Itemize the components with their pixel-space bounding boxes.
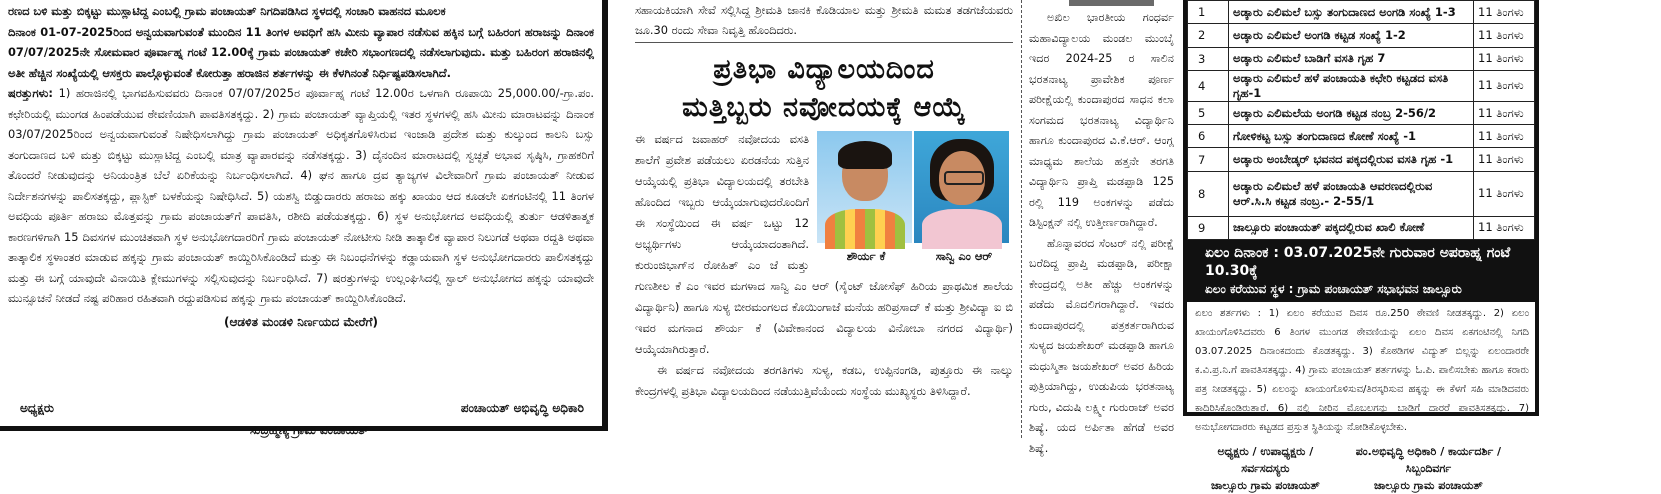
notice-intro: ದಿನಾಂಕ 01-07-2025ರಿಂದ ಅನ್ವಯವಾಗುವಂತೆ ಮುಂದಿನ 11 ತಿಂಗಳ ಅವಧಿಗೆ ಹಸಿ ಮೀನು ವ್ಯಾಪಾರ ನಡೆಸುವ ಹಕ್ಕಿನ ಬಗ್ಗೆ ಬಹಿರಂಗ ಹರಾಜನ್ನು ದಿನಾಂಕ 07/07/2025ನೇ ಸೋಮವಾರ ಪೂರ್ವಾಹ್ನ ಗಂಟೆ 12.00ಕ್ಕೆ ಗ್ರಾಮ ಪಂಚಾಯತ್ ಕಚೇರಿ ಸಭಾಂಗಣದಲ್ಲಿ ನಡೆಸಲಾಗುವುದು. ಮತ್ತು ಬಹಿರಂಗ ಹರಾಜಿನಲ್ಲಿ ಅತೀ ಹೆಚ್ಚಿನ ಸಂಖ್ಯೆಯಲ್ಲಿ ಆಸಕ್ತರು ಪಾಲ್ಗೊಳ್ಳುವಂತೆ ಕೋರುತ್ತಾ ಹರಾಜಿನ ಶರ್ತಗಳನ್ನು ಈ ಕೆಳಗಿನಂತೆ ನಿರ್ಧಿಷ್ಟಪಡಿಸಲಾಗಿದೆ. bbox=[8, 24, 594, 80]
auction-table bbox=[1187, 0, 1535, 240]
student-photos bbox=[817, 131, 1013, 265]
caption-shourya: ಶೌರ್ಯ ಕೆ bbox=[846, 249, 886, 263]
sign-panchayat: ಸುಬ್ರಹ್ಮಣ್ಯ ಗ್ರಾಮ ಪಂಚಾಯತ್ bbox=[250, 423, 369, 437]
bharatanatyam-body-1: ಅಖಿಲ ಭಾರತೀಯ ಗಂಧರ್ವ ಮಹಾವಿದ್ಯಾಲಯ ಮಂಡಲ ಮುಂಬೈ ಇದರ 2024-25 ರ ಸಾಲಿನ ಭರತನಾಟ್ಯ ಪ್ರಾವೇಶಿಕ ಪೂರ್ಣ ಪರೀಕ್ಷೆಯಲ್ಲಿ ಕುಂದಾಪುರದ ಸಾಧನ ಕಲಾ ಸಂಗಮದ ಭರತನಾಟ್ಯ ವಿದ್ಯಾರ್ಥಿನಿ ಹಾಗೂ ಕುಂದಾಪುರದ ವಿ.ಕೆ.ಆರ್. ಆಂಗ್ಲ ಮಾಧ್ಯಮ ಶಾಲೆಯ ಹತ್ತನೇ ತರಗತಿ ವಿದ್ಯಾರ್ಥಿನಿ ಪ್ರಾಪ್ತಿ ಮಡಪ್ಪಾಡಿ 125 ರಲ್ಲಿ 119 ಅಂಕಗಳನ್ನು ಪಡೆದು ಡಿಸ್ಟಿಂಕ್ಷನ್ ನಲ್ಲಿ ಉತ್ತೀರ್ಣರಾಗಿದ್ದಾರೆ. bbox=[1029, 11, 1174, 229]
table-row: 1 ಅಡ್ಕಾರು ಎಲಿಮಲೆ ಬಸ್ಸು ತಂಗುದಾಣದ ಅಂಗಡಿ ಸಂಖ್ಯೆ 1-3 11 ತಿಂಗಳು bbox=[1188, 1, 1535, 24]
fish-auction-notice bbox=[0, 0, 608, 437]
table-row: 5 ಅಡ್ಕಾರು ಎಲಿಮಲೆಯ ಅಂಗಡಿ ಕಟ್ಟಡ ನಂಬ್ರ 2-56/2 11 ತಿಂಗಳು bbox=[1188, 101, 1535, 124]
headline-line-1: ಪ್ರತಿಭಾ ವಿದ್ಯಾಲಯದಿಂದ bbox=[713, 54, 935, 85]
sign-members-panchayat: ಜಾಲ್ಸೂರು ಗ್ರಾಮ ಪಂಚಾಯತ್ bbox=[1211, 479, 1320, 493]
notice-intro-top: ರಣದ ಬಳಿ ಮತ್ತು ಬಿಕ್ಕಟ್ಟು ಮುಸ್ಲಾಟಿದ್ದ ಎಂಬಲ್ಲಿ ಗ್ರಾಮ ಪಂಚಾಯತ್ ನಿಗದಿಪಡಿಸಿದ ಸ್ಥಳದಲ್ಲಿ ಸಂಚಾರಿ ವಾಹನದ ಮೂಲಕ bbox=[8, 4, 446, 18]
navodaya-article bbox=[627, 0, 1022, 438]
bharatanatyam-article bbox=[1023, 0, 1180, 455]
headline-line-2: ಮತ್ತಿಬ್ಬರು ನವೋದಯಕ್ಕೆ ಆಯ್ಕೆ bbox=[682, 92, 966, 123]
auction-rules: ಏಲಂ ಶರ್ತಗಳು : 1) ಏಲಂ ಕರೆಯುವ ದಿವಸ ರೂ.250 ಠೇವಣಿ ನೀಡತಕ್ಕದ್ದು. 2) ಏಲಂ ಖಾಯಂಗೊಳಿಸಿದವರು 6 ತಿಂಗಳ ಮುಂಗಡ ಠೇವಣಿಯನ್ನು ಏಲಂ ದಿವಸ ಏಕಗಂಟಿನಲ್ಲಿ ನಿಗದಿ 03.07.2025 ದಿನಾಂಕದಂದು ಕೊಡತಕ್ಕದ್ದು. 3) ಕೊಠಡಿಗಳ ವಿದ್ಯುತ್ ಬಿಲ್ಲನ್ನು ಏಲಂದಾರರೇ ಕ.ವಿ.ಪ್ರ.ನಿ.ಗೆ ಪಾವತಿಸತಕ್ಕದ್ದು. 4) ಗ್ರಾಮ ಪಂಚಾಯತ್ ಶರ್ತಗಳನ್ನು ಓ.ಪಿ. ಪಾಲಿಸಬೇಕು ಹಾಗೂ ಕರಾರು ಪತ್ರ ನೀಡತಕ್ಕದ್ದು. 5) ಏಲಂನ್ನು ಖಾಯಂಗೊಳಿಸುವ/ತಿರಸ್ಕರಿಸುವ ಹಕ್ಕನ್ನು ಈ ಕೆಳಗೆ ಸಹಿ ಮಾಡಿದವರು ಕಾದಿರಿಸಿಕೊಂಡಿರುತ್ತಾರೆ. 6) ನಲ್ಲಿ ನೀರಿನ ಮೊಬಲಗನ್ನು ಬಾಡಿಗೆ ದಾರರೆ ಪಾವತಿಸತಕ್ಕದ್ದು. 7) ಅನುಭೋಗದಾರರು ಕಟ್ಟಡದ ಪ್ರಸ್ತುತ ಸ್ಥಿತಿಯನ್ನು ನೋಡಿಕೊಳ್ಳಬೇಕು. bbox=[1195, 308, 1529, 434]
notice-signatures bbox=[20, 398, 584, 437]
auction-date: ಏಲಂ ದಿನಾಂಕ : 03.07.2025ನೇ ಗುರುವಾರ ಅಪರಾಹ್ನ ಗಂಟೆ 10.30ಕ್ಕೆ bbox=[1205, 245, 1511, 280]
photo-strip bbox=[1069, 0, 1154, 6]
table-row: 4 ಅಡ್ಕಾರು ಎಲಿಮಲೆ ಹಳೆ ಪಂಚಾಯತಿ ಕಛೇರಿ ಕಟ್ಟಡದ ವಸತಿ ಗೃಹ-1 11 ತಿಂಗಳು bbox=[1188, 70, 1535, 101]
retirement-text: ಸಹಾಯಕಿಯಾಗಿ ಸೇವೆ ಸಲ್ಲಿಸಿದ್ದ ಶ್ರೀಮತಿ ಜಾನಕಿ ಕೊಡಿಯಾಲ ಮತ್ತು ಶ್ರೀಮತಿ ಮಮತ ತಡಗಜೆಯವರು ಜೂ.30 ರಂದು ಸೇವಾ ನಿವೃತ್ತಿ ಹೊಂದಿದರು. bbox=[635, 0, 1013, 43]
article-body-1: ಈ ವರ್ಷದ ಜವಾಹರ್ ನವೋದಯ ವಸತಿ ಶಾಲೆಗೆ ಪ್ರವೇಶ ಪಡೆಯಲು ಏರಡನೆಯ ಸುತ್ತಿನ ಆಯ್ಕೆಯಲ್ಲಿ ಪ್ರತಿಭಾ ವಿದ್ಯಾಲಯದಲ್ಲಿ ತರಬೇತಿ ಹೊಂದಿದ ಇಬ್ಬರು ಆಯ್ಕೆಯಾಗುವುದರೊಂದಿಗೆ ಈ ಸಂಸ್ಥೆಯಿಂದ ಈ ವರ್ಷ ಒಟ್ಟು 12 ಅಭ್ಯರ್ಥಿಗಳು ಆಯ್ಕೆಯಾದಂತಾಗಿದೆ. ಕುರುಂಜಿಭಾಗ್‌ನ ರೋಹಿತ್ ಎಂ ಜೆ ಮತ್ತು ಗುಣಶೀಲ ಕೆ ಎಂ ಇವರ ಮಗಳಾದ ಸಾನ್ವಿ ಎಂ ಆರ್ (ಸೈಂಟ್ ಜೋಸೆಫ್ ಹಿರಿಯ ಪ್ರಾಥಮಿಕ ಶಾಲೆಯ ವಿದ್ಯಾರ್ಥಿನಿ) ಹಾಗೂ ಸುಳ್ಯ ಬೀರಮಂಗಲದ ಕೊಯಿಂಗಾಜೆ ಮನೆಯ ಹರಿಪ್ರಸಾದ್ ಕೆ ಮತ್ತು ಶ್ರೀವಿದ್ಯಾ ಐ ಬಿ ಇವರ ಮಗನಾದ ಶೌರ್ಯ ಕೆ (ವಿವೇಕಾನಂದ ವಿದ್ಯಾಲಯ ವಿನೋಬಾ ನಗರದ ವಿದ್ಯಾರ್ಥಿ) ಆಯ್ಕೆಯಾಗಿರುತ್ತಾರೆ. bbox=[635, 132, 1013, 356]
auction-venue: ಏಲಂ ಕರೆಯುವ ಸ್ಥಳ : ಗ್ರಾಮ ಪಂಚಾಯತ್ ಸಭಾಭವನ ಜಾಲ್ಸೂರು bbox=[1205, 282, 1462, 297]
caption-saanvi: ಸಾನ್ವಿ ಎಂ ಆರ್ bbox=[935, 249, 993, 263]
sign-officers-panchayat: ಜಾಲ್ಸೂರು ಗ್ರಾಮ ಪಂಚಾಯತ್ bbox=[1374, 479, 1483, 493]
terms-text: 1) ಹರಾಜಿನಲ್ಲಿ ಭಾಗವಹಿಸುವವರು ದಿನಾಂಕ 07/07/2025ರ ಪೂರ್ವಾಹ್ನ ಗಂಟೆ 12.00ರ ಒಳಗಾಗಿ ರೂಪಾಯಿ 25,000.00/-ಗ್ರಾ.ಪಂ. ಕಛೇರಿಯಲ್ಲಿ ಮುಂಗಡ ಹಿಂಪಡೆಯುವ ಠೇವಣಿಯಾಗಿ ಪಾವತಿಸತಕ್ಕದ್ದು. 2) ಗ್ರಾಮ ಪಂಚಾಯತ್ ವ್ಯಾಪ್ತಿಯಲ್ಲಿ ಇತರ ಸ್ಥಳಗಳಲ್ಲಿ ಹಸಿ ಮೀನು ಮಾರಾಟವನ್ನು ದಿನಾಂಕ 03/07/2025ರಿಂದ ಅನ್ವಯವಾಗುವಂತೆ ನಿಷೇಧಿಸಲಾಗಿದ್ದು ಗ್ರಾಮ ಪಂಚಾಯತ್ ಅಧಿಕೃತಗೊಳಿಸಿರುವ ಇಂಜಾಡಿ ಪ್ರದೇಶ ಮತ್ತು ಕುಲ್ಕುಂದ ಕಾಲನಿ ಬಸ್ಸು ತಂಗುದಾಣದ ಬಳಿ ಮತ್ತು ಬಿಕ್ಕಟ್ಟು ಮುಸ್ಲಾಟಿದ್ದ ಎಂಬಲ್ಲಿ ಮಾತ್ರ ವ್ಯಾಪಾರವನ್ನು ನಡೆಸತಕ್ಕದ್ದು. 3) ದೈನಂದಿನ ಮಾರಾಟದಲ್ಲಿ ಸ್ವಚ್ಛತೆ ಅಭಾವ ಸೃಷ್ಠಿಸಿ, ಗ್ರಾಹಕರಿಗೆ ತೊಂದರೆ ನೀಡುವುದನ್ನು ಅನಿಯಂತ್ರಿತ ಬೆಲೆ ಏರಿಕೆಯನ್ನು ನಿರ್ಬಂಧಿಸಲಾಗಿದೆ. 4) ಘನ ಹಾಗೂ ದ್ರವ ತ್ಯಾಜ್ಯಗಳ ವಿಲೇವಾರಿಗೆ ಗ್ರಾಮ ಪಂಚಾಯತ್ ನೀಡುವ ನಿರ್ದೇಶನಗಳನ್ನು ಪಾಲಿಸತಕ್ಕದ್ದು, ಪ್ಲಾಸ್ಟಿಕ್ ಬಳಕೆಯನ್ನು ನಿಷೇಧಿಸಿದೆ. 5) ಯಶಸ್ವಿ ಬಿಡ್ಡುದಾರರು ಹರಾಜು ಹಕ್ಕು ಖಾಯಂ ಆದ ಕೂಡಲೇ ಏಕಗಂಟಿನಲ್ಲಿ 11 ತಿಂಗಳ ಅವಧಿಯ ಪೂರ್ತಿ ಹರಾಜು ಮೊತ್ತವನ್ನು ಗ್ರಾಮ ಪಂಚಾಯತ್‌ಗೆ ಪಾವತಿಸಿ, ರಶೀದಿ ಪಡೆಯತಕ್ಕದ್ದು. 6) ಸ್ಥಳ ಅನುಭೋಗದ ಅವಧಿಯಲ್ಲಿ ತುರ್ತು ಆಡಳಿತಾತ್ಮಕ ಕಾರಣಗಳಿಗಾಗಿ 15 ದಿವಸಗಳ ಮುಂಚಿತವಾಗಿ ಸ್ಥಳ ಅನುಭೋಗದಾರರಿಗೆ ಗ್ರಾಮ ಪಂಚಾಯತ್ ನೋಟೀಸು ನೀಡಿ ತಾತ್ಕಾಲಿಕ ವ್ಯಾಪಾರ ನಿಲುಗಡೆ ಅಥವಾ ರದ್ದತಿ ಅಥವಾ ತಾತ್ಕಾಲಿಕ ಸ್ಥಳಾಂತರ ಮಾಡುವ ಹಕ್ಕನ್ನು ಗ್ರಾಮ ಪಂಚಾಯತ್ ಕಾಯ್ದಿರಿಸಿಕೊಂಡಿದೆ ಮತ್ತು ಈ ನಿಬಂಧನೆಗಳನ್ನು ಕಡ್ಡಾಯವಾಗಿ ಸ್ಥಳ ಅನುಭೋಗದಾರರು ಪಾಲಿಸತಕ್ಕದ್ದು ಮತ್ತು ಈ ಬಗ್ಗೆ ಯಾವುದೇ ವಿನಾಯಿತಿ ಕ್ಲೇಮುಗಳನ್ನು ಸಲ್ಲಿಸುವುದನ್ನು ನಿರ್ಬಂಧಿಸಿದೆ. 7) ಷರತ್ತುಗಳನ್ನು ಉಲ್ಲಂಘಿಸಿದಲ್ಲಿ ಸ್ಟಾಲ್ ಅನುಭೋಗದ ಹಕ್ಕನ್ನು ಯಾವುದೇ ಮುನ್ಸೂಚನೆ ನೀಡದೆ ನಷ್ಟ ಪರಿಹಾರ ರಹಿತವಾಗಿ ರದ್ದುಪಡಿಸುವ ಹಕ್ಕನ್ನು ಗ್ರಾಮ ಪಂಚಾಯತ್ ಕಾಯ್ದಿರಿಸಿಕೊಂಡಿದೆ. bbox=[8, 86, 594, 305]
auction-date-banner bbox=[1187, 240, 1535, 302]
sign-officers: ಪಂ.ಅಭಿವೃದ್ಧಿ ಅಧಿಕಾರಿ / ಕಾರ್ಯದರ್ಶಿ / ಸಿಬ್ಬಂದಿವರ್ಗ bbox=[1355, 445, 1502, 476]
sign-pdo: ಪಂಚಾಯತ್ ಅಭಿವೃದ್ಧಿ ಅಧಿಕಾರಿ bbox=[460, 401, 584, 415]
committee-note: (ಆಡಳಿತ ಮಂಡಳಿ ನಿರ್ಣಯದ ಮೇರೆಗೆ) bbox=[223, 314, 379, 329]
shop-auction-notice bbox=[1183, 0, 1539, 493]
bharatanatyam-body-2: ಹೊನ್ನಾವರದ ಸೆಂಟರ್ ನಲ್ಲಿ ಪರೀಕ್ಷೆ ಬರೆದಿದ್ದ ಪ್ರಾಪ್ತಿ ಮಡಪ್ಪಾಡಿ, ಪರೀಕ್ಷಾ ಕೇಂದ್ರದಲ್ಲಿ ಅತೀ ಹೆಚ್ಚು ಅಂಕಗಳನ್ನು ಪಡೆದು ಮೊದಲಿಗರಾಗಿದ್ದಾರೆ. ಇವರು ಕುಂದಾಪುರದಲ್ಲಿ ಪತ್ರಕರ್ತರಾಗಿರುವ ಸುಳ್ಯದ ಜಯಶೇಖರ್ ಮಡಪ್ಪಾಡಿ ಹಾಗೂ ಮಧುಸ್ಮಿತಾ ಜಯಶೇಖರ್ ಅವರ ಹಿರಿಯ ಪುತ್ರಿಯಾಗಿದ್ದು, ಉಡುಪಿಯ ಭರತನಾಟ್ಯ ಗುರು, ವಿದುಷಿ ಲಕ್ಷ್ಮೀ ಗುರುರಾಜ್ ಅವರ ಶಿಷ್ಯೆ. ಯದ ಅರ್ಪಿತಾ ಹೆಗಡೆ ಅವರ ಶಿಷ್ಯೆ. bbox=[1029, 236, 1174, 455]
table-row: 7 ಅಡ್ಕಾರು ಅಂಬೇಡ್ಕರ್ ಭವನದ ಪಕ್ಕದಲ್ಲಿರುವ ವಸತಿ ಗೃಹ -1 11 ತಿಂಗಳು bbox=[1188, 148, 1535, 171]
sign-president: ಅಧ್ಯಕ್ಷರು bbox=[20, 401, 54, 415]
article-body-2: ಈ ವರ್ಷದ ನವೋದಯ ತರಗತಿಗಳು ಸುಳ್ಯ, ಕಡಬ, ಉಪ್ಪಿನಂಗಡಿ, ಪುತ್ತೂರು ಈ ನಾಲ್ಕು ಕೇಂದ್ರಗಳಲ್ಲಿ ಪ್ರತಿಭಾ ವಿದ್ಯಾಲಯದಿಂದ ನಡೆಯುತ್ತಿವೆಯೆಂದು ಸಂಸ್ಥೆಯ ಮುಖ್ಯಸ್ಥರು ತಿಳಿಸಿದ್ದಾರೆ. bbox=[635, 363, 1013, 398]
sign-members: ಅಧ್ಯಕ್ಷರು / ಉಪಾಧ್ಯಕ್ಷರು / ಸರ್ವಸದಸ್ಯರು bbox=[1217, 445, 1314, 476]
table-row: 2 ಅಡ್ಕಾರು ಎಲಿಮಲೆ ಅಂಗಡಿ ಕಟ್ಟಡ ಸಂಖ್ಯೆ 1-2 11 ತಿಂಗಳು bbox=[1188, 24, 1535, 47]
notice-terms bbox=[8, 83, 594, 309]
table-row: 3 ಅಡ್ಕಾರು ಎಲಿಮಲೆ ಬಾಡಿಗೆ ವಸತಿ ಗೃಹ 7 11 ತಿಂಗಳು bbox=[1188, 47, 1535, 70]
terms-label: ಷರತ್ತುಗಳು: bbox=[8, 86, 53, 100]
blank-margin bbox=[1546, 0, 1661, 438]
article-headline bbox=[635, 51, 1013, 127]
auction-signatures bbox=[1187, 437, 1535, 494]
table-row: 6 ಗೋಳಿಕಟ್ಟ ಬಸ್ಸು ತಂಗುದಾಣದ ಕೋಣೆ ಸಂಖ್ಯೆ -1 11 ತಿಂಗಳು bbox=[1188, 125, 1535, 148]
table-row: 8 ಅಡ್ಕಾರು ಎಲಿಮಲೆ ಹಳೆ ಪಂಚಾಯತಿ ಆವರಣದಲ್ಲಿರುವ ಆರ್.ಸಿ.ಸಿ ಕಟ್ಟಡ ನಂಬ್ರ.- 2-55/1 11 ತಿಂಗಳು bbox=[1188, 171, 1535, 216]
photo-shourya bbox=[817, 131, 912, 243]
photo-saanvi bbox=[914, 131, 1009, 243]
table-row: 9 ಜಾಲ್ಸೂರು ಪಂಚಾಯತ್ ಪಕ್ಕದಲ್ಲಿರುವ ಖಾಲಿ ಕೋಣೆ 11 ತಿಂಗಳು bbox=[1188, 216, 1535, 239]
